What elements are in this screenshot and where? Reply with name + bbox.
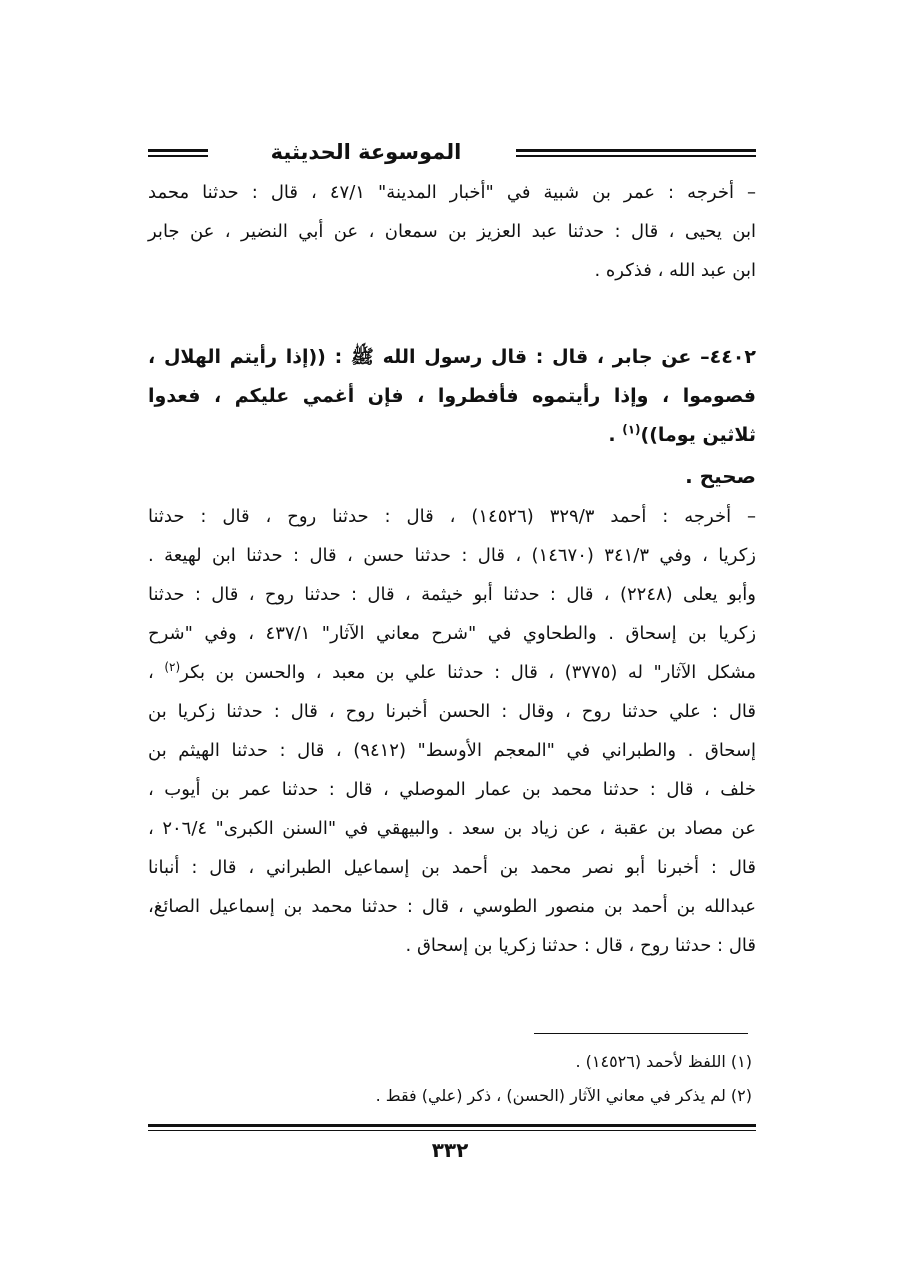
text-line: عبدالله بن أحمد بن منصور الطوسي ، قال : حدثنا محمد بن إسماعيل الصائغ، xyxy=(148,896,756,917)
footnotes xyxy=(148,1045,752,1113)
page-number: ٣٣٢ xyxy=(431,1138,469,1162)
text-line: – أخرجه : عمر بن شبية في "أخبار المدينة" ٤٧/١ ، قال : حدثنا محمد xyxy=(148,182,756,203)
text-line: قال : أخبرنا أبو نصر محمد بن أحمد بن إسماعيل الطبراني ، قال : أنبانا xyxy=(148,857,756,878)
hadith-text xyxy=(148,338,756,455)
hadith-line: ثلاثين يوما)) xyxy=(640,424,756,446)
text-line: ابن عبد الله ، فذكره . xyxy=(594,260,756,281)
header-rule-right xyxy=(516,149,756,157)
header-rule-left xyxy=(148,149,208,157)
takhrij-paragraph xyxy=(148,497,756,965)
text-line: قال : حدثنا روح ، قال : حدثنا زكريا بن إسحاق . xyxy=(405,935,756,956)
footnote-separator xyxy=(534,1033,748,1034)
text-line: قال : علي حدثنا روح ، وقال : الحسن أخبرنا روح ، قال : حدثنا زكريا بن xyxy=(148,701,756,722)
hadith-line-last xyxy=(148,416,756,455)
text-line: خلف ، قال : حدثنا محمد بن عمار الموصلي ، قال : حدثنا عمر بن أيوب ، xyxy=(148,779,756,800)
hadith-end-mark: . xyxy=(608,424,623,446)
footnote-marker-2: (٢) xyxy=(164,660,181,674)
text-line: زكريا ، وفي ٣٤١/٣ (١٤٦٧٠) ، قال : حدثنا حسن ، قال : حدثنا ابن لهيعة . xyxy=(148,545,756,566)
footnote-1: (١) اللفظ لأحمد (١٤٥٢٦) . xyxy=(575,1052,752,1071)
marker-suffix: ، xyxy=(148,662,165,683)
text-line: زكريا بن إسحاق . والطحاوي في "شرح معاني الآثار" ٤٣٧/١ ، وفي "شرح xyxy=(148,623,757,644)
text-line: وأبو يعلى (٢٢٤٨) ، قال : حدثنا أبو خيثمة ، قال : حدثنا روح ، قال : حدثنا xyxy=(148,584,756,605)
page-header xyxy=(148,140,756,170)
footnote-marker-1: (١) xyxy=(622,422,641,437)
running-title: الموسوعة الحديثية xyxy=(270,140,462,164)
text-line: إسحاق . والطبراني في "المعجم الأوسط" (٩٤١٢) ، قال : حدثنا الهيثم بن xyxy=(148,740,757,761)
footnote-2: (٢) لم يذكر في معاني الآثار (الحسن) ، ذكر (علي) فقط . xyxy=(375,1086,752,1105)
intro-paragraph xyxy=(148,173,756,290)
hadith-line: ٤٤٠٢– عن جابر ، قال : قال رسول الله ﷺ : ((إذا رأيتم الهلال ، xyxy=(148,346,756,368)
text-line-with-marker xyxy=(148,653,756,692)
hadith-grade: صحيح . xyxy=(685,464,756,488)
text-line: – أخرجه : أحمد ٣٢٩/٣ (١٤٥٢٦) ، قال : حدثنا روح ، قال : حدثنا xyxy=(148,506,756,527)
grade-block xyxy=(148,457,756,496)
text-line: مشكل الآثار" له (٣٧٧٥) ، قال : حدثنا علي بن معبد ، والحسن بن بكر xyxy=(180,662,757,683)
hadith-line: فصوموا ، وإذا رأيتموه فأفطروا ، فإن أغمي عليكم ، فعدوا xyxy=(148,385,756,407)
text-line: ابن يحيى ، قال : حدثنا عبد العزيز بن سمعان ، عن أبي النضير ، عن جابر xyxy=(148,221,756,242)
text-line: عن مصاد بن عقبة ، عن زياد بن سعد . والبيهقي في "السنن الكبرى" ٢٠٦/٤ ، xyxy=(148,818,757,839)
footer-rule xyxy=(148,1124,756,1131)
